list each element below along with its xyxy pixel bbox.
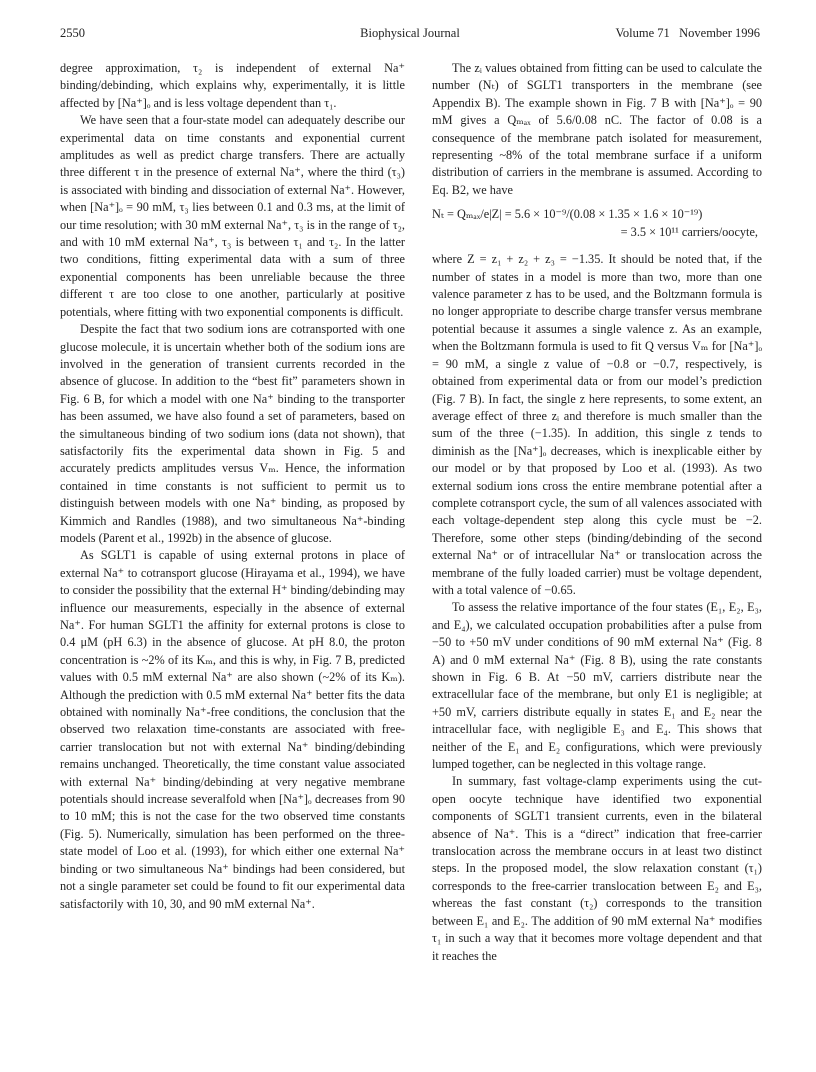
paragraph: degree approximation, τ₂ is independent of external Na⁺ binding/debinding, which explains why, experimentally, it is little affected by [Na⁺]ₒ and is less voltage dependent than τ₁.: [60, 61, 405, 110]
paragraph: As SGLT1 is capable of using external protons in place of external Na⁺ to cotransport glucose (Hirayama et al., 1994), we have to consider the possibility that the external H⁺ binding/debinding may influence our measurements, especially in the absence of external Na⁺. For human SGLT1 the affinity for external protons is close to 0.4 μM (pH 6.3) in the absence of glucose. At pH 8.0, the proton concentration is ~2% of its Kₘ, and this is why, in Fig. 7 B, predicted values with 0.5 mM external Na⁺ are also shown (~2% of its Kₘ). Although the prediction with 0.5 mM external Na⁺ better fits the data obtained with nominally Na⁺-free conditions, the conclusion that the observed two relaxation time-constants are associated with free-carrier translocation but not with external Na⁺ binding/debinding remains unchanged. Theoretically, the time constant value associated with external Na⁺ binding/debinding at very negative membrane potentials should increase severalfold when [Na⁺]ₒ decreases from 90 to 10 mM; this is not the case for the two observed time constants (Fig. 5). Numerically, simulation has been performed on the three-state model of Loo et al. (1993), for which either one external Na⁺ binding or two simultaneous Na⁺ bindings had been considered, but not a single parameter set could be found to fit our experimental data satisfactorily with 10, 30, and 90 mM external Na⁺.: [60, 548, 405, 911]
left-column: [60, 60, 405, 913]
equation-line-1: Nₜ = Qₘₐₓ/e|Z| = 5.6 × 10⁻⁹/(0.08 × 1.35 × 1.6 × 10⁻¹⁹): [432, 207, 703, 222]
paragraph: where Z = z₁ + z₂ + z₃ = −1.35. It should be noted that, if the number of states in a model is more than two, more than one valence parameter z has to be used, and the Boltzmann formula is no longer appropriate to describe charge transfer versus membrane potential because it assumes a single valence z. As an example, when the Boltzmann formula is used to fit Q versus Vₘ for [Na⁺]ₒ = 90 mM, a single z value of −0.8 or −0.7, respectively, is obtained from experimental data or from our model’s prediction (Fig. 7 B). In fact, the single z here represents, to some extent, an average effect of three zᵢ and therefore is much smaller than the sum of the three (−1.35). In addition, this single z tends to diminish as the [Na⁺]ₒ decreases, which is inexplicable either by our model or by that proposed by Loo et al. (1993). As two external sodium ions cross the entire membrane potential after a complete cotransport cycle, the sum of all valences associated with each voltage-dependent step along this cycle must be −2. Therefore, some other steps (binding/debinding of the second external Na⁺ or of intracellular Na⁺ or translocation across the membrane of the fully loaded carrier) must be voltage dependent, with a total valence of −0.65.: [432, 252, 762, 597]
journal-title: Biophysical Journal: [360, 26, 460, 40]
paragraph: The zᵢ values obtained from fitting can be used to calculate the number (Nₜ) of SGLT1 transporters in the membrane (see Appendix B). The example shown in Fig. 7 B with [Na⁺]ₒ = 90 mM gives a Qₘₐₓ of 5.6/0.08 nC. The factor of 0.08 is a consequence of the membrane patch isolated for measurement, representing ~8% of the total membrane surface if a uniform distribution of carriers in the membrane is assumed. According to Eq. B2, we have: [432, 61, 762, 197]
paragraph: In summary, fast voltage-clamp experiments using the cut-open oocyte technique have identified two exponential components of SGLT1 transient currents, even in the bilateral absence of Na⁺. This is a “direct” indication that free-carrier translocation across the membrane occurs in at least two distinct steps. In the proposed model, the slow relaxation constant (τ₁) corresponds to the free-carrier translocation between E₂ and E₃, whereas the fast constant (τ₂) corresponds to the transition between E₁ and E₂. The addition of 90 mM external Na⁺ modifies τ₁ in such a way that it becomes more voltage dependent and that it reaches the: [432, 774, 762, 963]
paragraph: Despite the fact that two sodium ions are cotransported with one glucose molecule, it is uncertain whether both of the sodium ions are involved in the generation of transient currents recorded in the absence of glucose. In addition to the “best fit” parameters shown in Fig. 6 B, for which a model with one Na⁺ binding to the transporter has been assumed, we have also found a set of parameters, based on the simultaneous binding of two sodium ions (data not shown), that satisfactorily fits the experimental data shown in Fig. 5 and accurately predicts amplitudes versus Vₘ. Hence, the information contained in time constants is not sufficient to permit us to distinguish between models with one Na⁺ binding, as proposed by Kimmich and Randles (1988), and two simultaneous Na⁺-binding models (Parent et al., 1992b) in the absence of glucose.: [60, 322, 405, 545]
volume-info: Volume 71 November 1996: [615, 26, 760, 40]
page-number: 2550: [60, 26, 85, 40]
equation-line-2: = 3.5 × 10¹¹ carriers/oocyte,: [620, 225, 758, 240]
right-column: [432, 60, 762, 965]
running-header: [60, 26, 760, 44]
paragraph: To assess the relative importance of the four states (E₁, E₂, E₃, and E₄), we calculated occupation probabilities after a pulse from −50 to +50 mV under conditions of 90 mM external Na⁺ (Fig. 8 A) and 0 mM external Na⁺ (Fig. 8 B), using the rate constants shown in Fig. 6 B. At −50 mV, carriers distribute near the extracellular face of the membrane, but only E1 is negligible; at +50 mV, carriers distribute equally in states E₁ and E₂ near the intracellular face, with negligible E₃ and E₄. This shows that neither of the E₁ and E₂ configurations, which were previously lumped together, can be neglected in this voltage range.: [432, 600, 762, 772]
equation-b2: [432, 205, 762, 241]
paragraph: We have seen that a four-state model can adequately describe our experimental data on time constants and exponential current amplitudes as well as predict charge transfers. There are actually three different τ in the presence of external Na⁺, where the third (τ₃) is associated with binding and dissociation of external Na⁺. However, when [Na⁺]ₒ = 90 mM, τ₃ lies between 0.1 and 0.3 ms, at the limit of our time resolution; with 30 mM external Na⁺, τ₃ is in the range of τ₂, and with 10 mM external Na⁺, τ₃ is between τ₁ and τ₂. In the latter two conditions, fitting experimental data with a sum of three exponential components has been unreliable because the three different τ are too close to one another, particularly at positive potentials, where fitting with two exponential components is difficult.: [60, 113, 405, 319]
